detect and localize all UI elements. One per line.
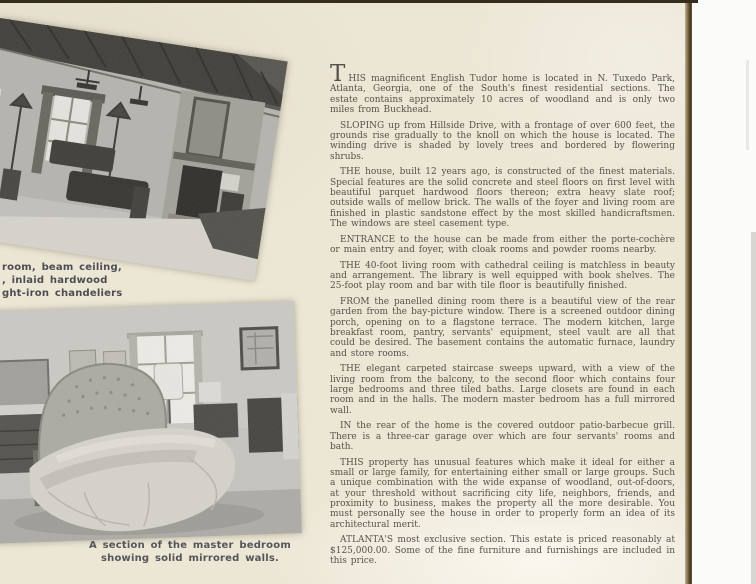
caption-line: A section of the master bedroom — [89, 540, 291, 551]
paragraph-house: THE house, built 12 years ago, is constructed of the finest materials. Special features are the solid concrete and steel floors on first level with beautiful parquet hardwood floors thereon; extra heavy slate roof; outside walls of mellow brick. The walls of the foyer and living room are finished in plastic sandstone effect by the most skilled handicraftsmen. The windows are steel casement type. — [330, 167, 675, 229]
living-room-caption — [2, 261, 152, 300]
living-room-photo — [0, 18, 288, 281]
paragraph-dining: FROM the panelled dining room there is a beautiful view of the rear garden from the bay-picture window. There is a screened outdoor dining porch, opening on to a flagstone terrace. The modern kitchen, large breakfast room, pantry, servants' equipment, steel vault are all that could be desired. The basement contains the automatic furnace, laundry and store rooms. — [330, 297, 675, 359]
paragraph-features: THIS property has unusual features which make it ideal for either a small or large family, for entertaining either small or large groups. Such a unique combination with the wide expanse of woodland, out-of-doors, at your threshold without sacrificing city life, neighbors, friends, and proximity to business, makes the property all the more desirable. You must personally see the house in order to properly form an idea of its architectural merit. — [330, 457, 675, 530]
scan-artifact-strip — [751, 232, 756, 584]
page-top-edge — [0, 0, 698, 3]
paragraph-rear: IN the rear of the home is the covered outdoor patio-barbecue grill. There is a three-car garage over which are four servants' rooms and bath. — [330, 421, 675, 452]
paragraph-sloping: SLOPING up from Hillside Drive, with a frontage of over 600 feet, the grounds rise gradually to the knoll on which the house is located. The winding drive is shaded by lovely trees and bordered by flowering shrubs. — [330, 120, 675, 162]
paragraph-entrance: ENTRANCE to the house can be made from either the porte-cochère or main entry and foyer, with cloak rooms and powder rooms nearby. — [330, 234, 675, 255]
scan-artifact-strip-2 — [746, 60, 749, 150]
paragraph-staircase: THE elegant carpeted staircase sweeps upward, with a view of the living room from the balcony, to the second floor which contains four large bedrooms and three tiled baths. Large closets are found in each room and in the halls. The modern master bedroom has a full mirrored wall. — [330, 364, 675, 416]
article-text-column — [330, 61, 675, 572]
living-room-illustration — [0, 18, 288, 281]
paragraph-intro — [330, 61, 675, 115]
paragraph-text: HIS magnificent English Tudor home is located in N. Tuxedo Park, Atlanta, Georgia, one of the South's finest residential sections. The estate contains approximately 10 acres of woodland and is only two miles from Buckhead. — [330, 74, 675, 115]
bedroom-illustration — [0, 301, 302, 544]
paragraph-price: ATLANTA'S most exclusive section. This estate is priced reasonably at $125,000.00. Some of the fine furniture and furnishings are included in this price. — [330, 535, 675, 566]
page-torn-edge — [685, 0, 692, 584]
caption-line: showing solid mirrored walls. — [100, 553, 279, 564]
bedroom-caption — [70, 539, 310, 565]
drop-cap: T — [330, 61, 347, 87]
caption-line: room, beam ceiling, — [2, 262, 122, 273]
caption-line: , inlaid hardwood — [2, 275, 108, 286]
master-bedroom-photo — [0, 301, 302, 544]
caption-line: ght-iron chandeliers — [2, 288, 123, 299]
paragraph-living-room: THE 40-foot living room with cathedral ceiling is matchless in beauty and arrangement. The library is well equipped with book shelves. The 25-foot play room and bar with tile floor is beautifully finished. — [330, 260, 675, 292]
